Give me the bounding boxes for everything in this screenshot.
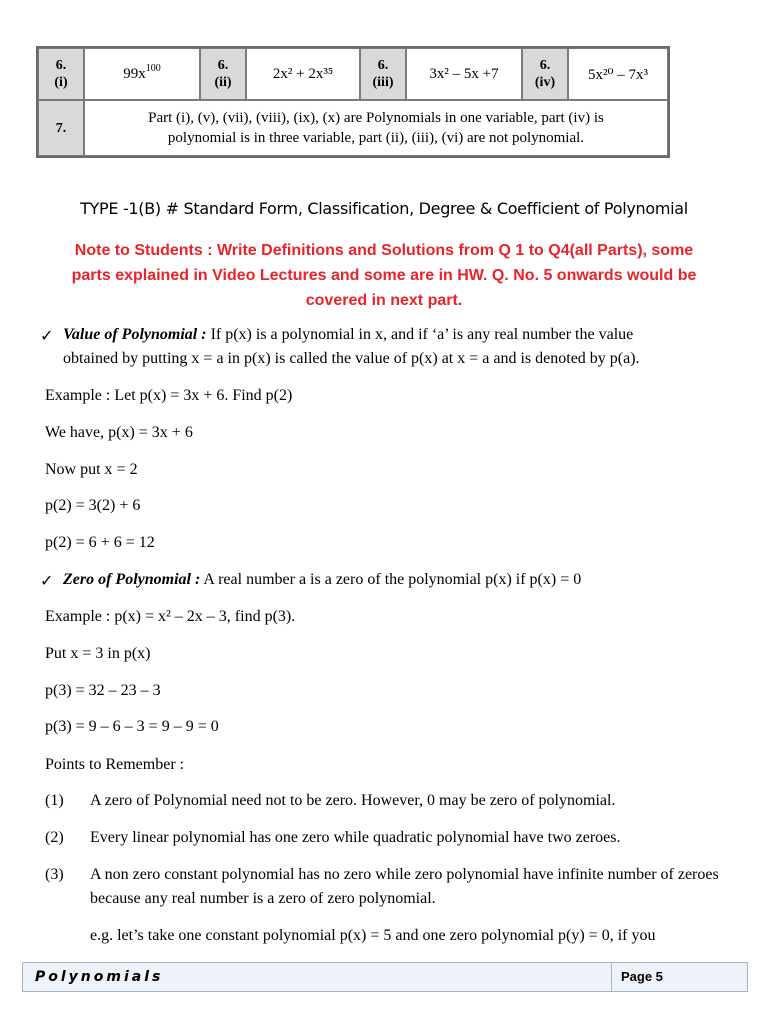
question-number: 6. xyxy=(55,58,67,73)
expression-base: 99x xyxy=(123,65,146,82)
answer-cell: 5x²⁰ – 7x³ xyxy=(568,48,668,100)
question-part: (i) xyxy=(54,75,68,90)
example-line: p(2) = 3(2) + 6 xyxy=(45,497,141,514)
answer-line: polynomial is in three variable, part (ii), (iii), (vi) are not polynomial. xyxy=(167,130,585,146)
question-number-cell xyxy=(38,48,84,100)
note-line: parts explained in Video Lectures and some are in HW. Q. No. 5 onwards would be xyxy=(71,267,697,284)
question-number: 6. xyxy=(217,58,229,73)
zero-title: Zero of Polynomial : xyxy=(63,571,201,588)
point-number: (1) xyxy=(45,792,64,809)
question-number: 6. xyxy=(539,58,551,73)
points-heading: Points to Remember : xyxy=(45,756,185,773)
example-line: Example : p(x) = x² – 2x – 3, find p(3). xyxy=(45,608,296,625)
example-line: Put x = 3 in p(x) xyxy=(45,645,151,662)
point-text: Every linear polynomial has one zero while quadratic polynomial have two zeroes. xyxy=(90,829,621,846)
question-number-cell xyxy=(200,48,246,100)
value-title: Value of Polynomial : xyxy=(63,326,207,343)
value-definition-line1 xyxy=(63,326,633,344)
example-line: We have, p(x) = 3x + 6 xyxy=(45,424,193,441)
example-line: p(3) = 9 – 6 – 3 = 9 – 9 = 0 xyxy=(45,718,219,735)
answer-cell xyxy=(84,100,668,156)
point-text: A zero of Polynomial need not to be zero. However, 0 may be zero of polynomial. xyxy=(90,792,616,809)
question-part: (ii) xyxy=(214,75,232,90)
answer-line: Part (i), (v), (vii), (viii), (ix), (x) are Polynomials in one variable, part (iv) is xyxy=(148,110,604,126)
question-number: 6. xyxy=(377,58,389,73)
checkmark-icon: ✓ xyxy=(40,573,54,590)
example-line: p(3) = 32 – 23 – 3 xyxy=(45,682,161,699)
answer-cell xyxy=(84,48,200,100)
note-line: Note to Students : Write Definitions and Solutions from Q 1 to Q4(all Parts), some xyxy=(74,242,694,259)
value-definition-line2: obtained by putting x = a in p(x) is called the value of p(x) at x = a and is denoted by p(a). xyxy=(63,350,640,367)
footer-title: Polynomials xyxy=(35,969,164,985)
note-to-students xyxy=(48,238,720,313)
type-heading: TYPE -1(B) # Standard Form, Classification, Degree & Coefficient of Polynomial xyxy=(80,199,688,218)
example-line: Now put x = 2 xyxy=(45,461,138,478)
page-number: Page 5 xyxy=(621,969,663,984)
question-number-cell: 7. xyxy=(38,100,84,156)
zero-text: A real number a is a zero of the polynomial p(x) if p(x) = 0 xyxy=(200,571,582,588)
question-number-cell xyxy=(522,48,568,100)
answer-cell: 2x² + 2x³⁵ xyxy=(246,48,360,100)
point-text: A non zero constant polynomial has no zero while zero polynomial have infinite number of zeroes because any real number is a zero of zero polynomial. xyxy=(90,866,719,907)
example-line: Example : Let p(x) = 3x + 6. Find p(2) xyxy=(45,387,293,404)
point-number: (2) xyxy=(45,829,64,846)
example-line: e.g. let’s take one constant polynomial p(x) = 5 and one zero polynomial p(y) = 0, if you xyxy=(90,927,656,944)
checkmark-icon: ✓ xyxy=(40,328,54,345)
expression-exponent: 100 xyxy=(145,62,161,74)
question-part: (iii) xyxy=(372,75,394,90)
note-line: covered in next part. xyxy=(305,292,463,309)
example-line: p(2) = 6 + 6 = 12 xyxy=(45,534,155,551)
value-text: If p(x) is a polynomial in x, and if ‘a’ is any real number the value xyxy=(206,326,634,343)
answer-cell: 3x² – 5x +7 xyxy=(406,48,522,100)
answer-table xyxy=(36,46,670,158)
zero-definition xyxy=(63,571,581,589)
point-number: (3) xyxy=(45,866,64,883)
page-footer xyxy=(22,962,748,992)
footer-divider xyxy=(611,963,612,991)
question-number-cell xyxy=(360,48,406,100)
question-part: (iv) xyxy=(534,75,556,90)
